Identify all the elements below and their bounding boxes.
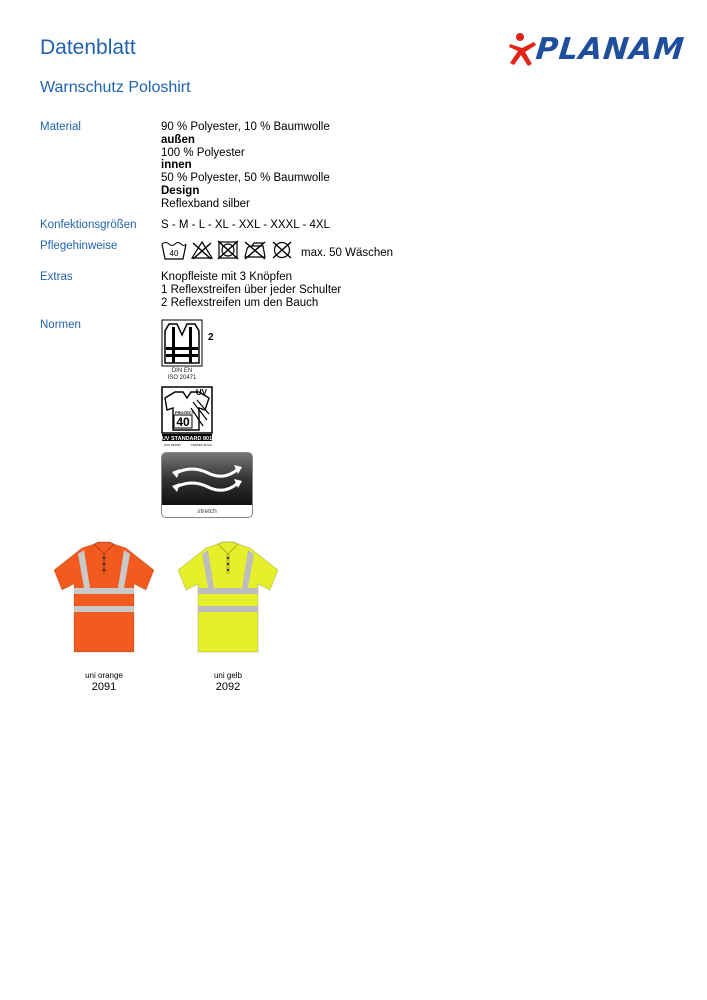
hivis-class: 2: [208, 332, 214, 343]
material-line: Design: [161, 184, 200, 197]
material-line: 100 % Polyester: [161, 146, 245, 159]
no-ironing-icon: [243, 240, 267, 260]
no-dry-clean-icon: [271, 240, 293, 260]
uv-cert-lab: TESTEX Zürich: [191, 443, 212, 447]
care-label: Pflegehinweise: [40, 240, 118, 252]
stretch-badge: [161, 452, 253, 518]
poloshirt-image: [176, 540, 280, 664]
poloshirt-image: [52, 540, 156, 664]
material-value: [161, 121, 330, 211]
extras-line: Knopfleiste mit 3 Knöpfen: [161, 271, 293, 283]
extras-value: [161, 271, 341, 309]
material-line: außen: [161, 133, 195, 146]
uv-protect-label: PROTECT: [175, 410, 195, 415]
sizes-label: Konfektionsgrößen: [40, 219, 137, 231]
uv-cert-number: UVS 094397: [164, 443, 182, 447]
color-name: uni orange: [85, 671, 123, 680]
running-figure-icon: [508, 32, 538, 68]
product-variant: [176, 540, 280, 693]
brand-name: PLANAM: [534, 32, 687, 67]
norms-label: Normen: [40, 319, 81, 331]
hivis-caption-line-2: ISO 20471: [167, 375, 197, 381]
material-line: innen: [161, 159, 192, 172]
uv-standard: UV STANDARD 801: [161, 436, 213, 442]
wash-40-icon: [161, 240, 187, 260]
material-line: 90 % Polyester, 10 % Baumwolle: [161, 121, 330, 133]
wash-temperature: 40: [169, 249, 179, 258]
stretch-caption: stretch: [197, 508, 217, 515]
uv-protect-40-icon: [161, 386, 215, 448]
no-tumble-dry-icon: [217, 240, 239, 260]
stretch-arrows-icon: [162, 453, 253, 505]
extras-line: 1 Reflexstreifen über jeder Schulter: [161, 283, 342, 296]
care-note: max. 50 Wäschen: [301, 247, 394, 259]
uv-factor: 40: [176, 415, 190, 429]
hivis-caption: [161, 368, 203, 382]
page-title: Datenblatt: [40, 36, 136, 59]
material-line: 50 % Polyester, 50 % Baumwolle: [161, 172, 330, 185]
sizes-value: S - M - L - XL - XXL - XXXL - 4XL: [161, 219, 330, 231]
color-name: uni gelb: [213, 671, 243, 680]
extras-line: 2 Reflexstreifen um den Bauch: [161, 296, 319, 309]
material-label: Material: [40, 121, 81, 133]
product-variant: [52, 540, 156, 693]
care-symbols: [161, 240, 393, 260]
hivis-caption-line-1: DIN EN: [171, 368, 193, 374]
no-bleach-icon: [191, 240, 213, 260]
article-number: 2091: [91, 681, 117, 693]
planam-logo: [508, 30, 687, 70]
article-number: 2092: [215, 681, 241, 693]
material-line: Reflexband silber: [161, 197, 250, 210]
uv-label: UV: [195, 388, 207, 397]
extras-label: Extras: [40, 271, 73, 283]
hivis-vest-icon: [161, 319, 215, 367]
product-title: Warnschutz Poloshirt: [40, 79, 191, 96]
